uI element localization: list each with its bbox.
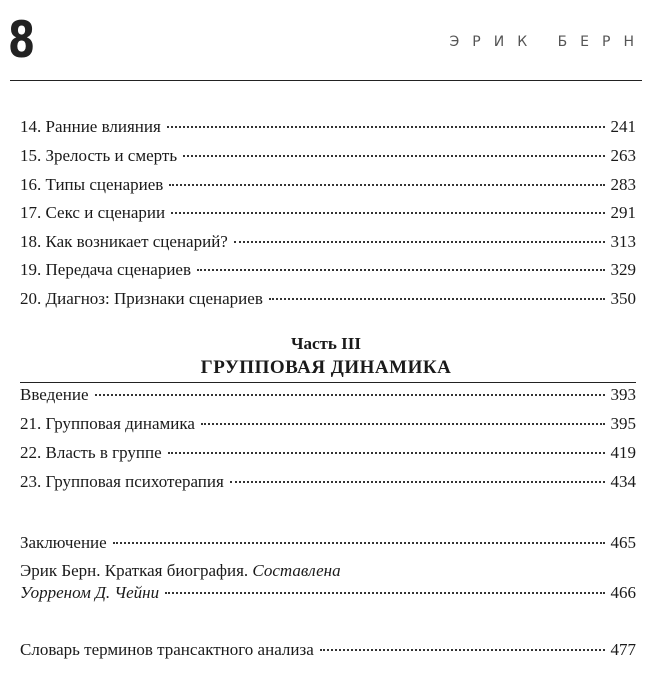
toc-entry-18 bbox=[20, 231, 636, 253]
part-title: ГРУППОВАЯ ДИНАМИКА bbox=[200, 357, 452, 378]
toc-entry-page: 477 bbox=[610, 640, 636, 659]
header-rule bbox=[10, 80, 642, 81]
toc-entry-glossary bbox=[20, 639, 636, 661]
toc-entry-page: 465 bbox=[610, 533, 636, 552]
toc-entry-title: 19. Передача сценариев bbox=[20, 260, 192, 279]
toc-entry-page: 291 bbox=[610, 203, 636, 222]
toc-entry-page: 393 bbox=[610, 385, 636, 404]
dot-leader bbox=[320, 649, 605, 651]
toc-entry-22 bbox=[20, 442, 636, 464]
toc-entry-21 bbox=[20, 413, 636, 435]
dot-leader bbox=[234, 241, 605, 243]
dot-leader bbox=[169, 184, 604, 186]
toc-entry-14 bbox=[20, 116, 636, 138]
page-number: 8 bbox=[8, 11, 36, 69]
dot-leader bbox=[113, 542, 605, 544]
dot-leader bbox=[168, 452, 605, 454]
dot-leader bbox=[95, 394, 605, 396]
toc-entry-page: 283 bbox=[610, 175, 636, 194]
toc-entry-page: 466 bbox=[610, 583, 636, 602]
part-label: Часть III bbox=[291, 334, 361, 353]
toc-entry-biography bbox=[20, 560, 636, 604]
dot-leader bbox=[165, 592, 604, 594]
toc-entry-17 bbox=[20, 202, 636, 224]
toc-entry-author-cont: Уорреном Д. Чейни bbox=[20, 583, 160, 602]
toc-entry-page: 419 bbox=[610, 443, 636, 462]
toc-entry-19 bbox=[20, 259, 636, 281]
toc-entry-23 bbox=[20, 471, 636, 493]
dot-leader bbox=[171, 212, 604, 214]
running-head: ЭРИК БЕРН bbox=[449, 34, 647, 50]
toc-entry-page: 329 bbox=[610, 260, 636, 279]
toc-entry-title: 18. Как возникает сценарий? bbox=[20, 232, 228, 251]
toc-entry-conclusion bbox=[20, 532, 636, 554]
toc-entry-title: 21. Групповая динамика bbox=[20, 414, 195, 433]
toc-entry-title: Словарь терминов трансактного анализа bbox=[20, 640, 314, 659]
toc-entry-page: 313 bbox=[610, 232, 636, 251]
toc-entry-title: 15. Зрелость и смерть bbox=[20, 146, 178, 165]
toc-entry-page: 434 bbox=[610, 472, 636, 491]
toc-entry-page: 241 bbox=[610, 117, 636, 136]
dot-leader bbox=[197, 269, 604, 271]
toc-entry-title: 20. Диагноз: Признаки сценариев bbox=[20, 289, 263, 308]
toc-entry-title: 23. Групповая психотерапия bbox=[20, 472, 224, 491]
toc-entry-15 bbox=[20, 145, 636, 167]
dot-leader bbox=[269, 298, 605, 300]
toc-entry-page: 263 bbox=[610, 146, 636, 165]
toc-entry-title: Введение bbox=[20, 385, 89, 404]
toc-entry-16 bbox=[20, 174, 636, 196]
toc-entry-title: 14. Ранние влияния bbox=[20, 117, 161, 136]
toc-entry-title: 22. Власть в группе bbox=[20, 443, 162, 462]
dot-leader bbox=[183, 155, 604, 157]
toc-entry-author: Составлена bbox=[252, 561, 341, 580]
toc-entry-intro bbox=[20, 384, 636, 406]
toc-entry-page: 395 bbox=[610, 414, 636, 433]
toc-entry-page: 350 bbox=[610, 289, 636, 308]
dot-leader bbox=[201, 423, 605, 425]
toc-entry-title: 17. Секс и сценарии bbox=[20, 203, 166, 222]
toc-entry-title: 16. Типы сценариев bbox=[20, 175, 164, 194]
toc-entry-title: Заключение bbox=[20, 533, 107, 552]
toc-entry-title: Эрик Берн. Краткая биография. bbox=[20, 561, 249, 580]
toc-entry-20 bbox=[20, 288, 636, 310]
dot-leader bbox=[230, 481, 605, 483]
dot-leader bbox=[167, 126, 605, 128]
part-rule bbox=[20, 382, 636, 383]
